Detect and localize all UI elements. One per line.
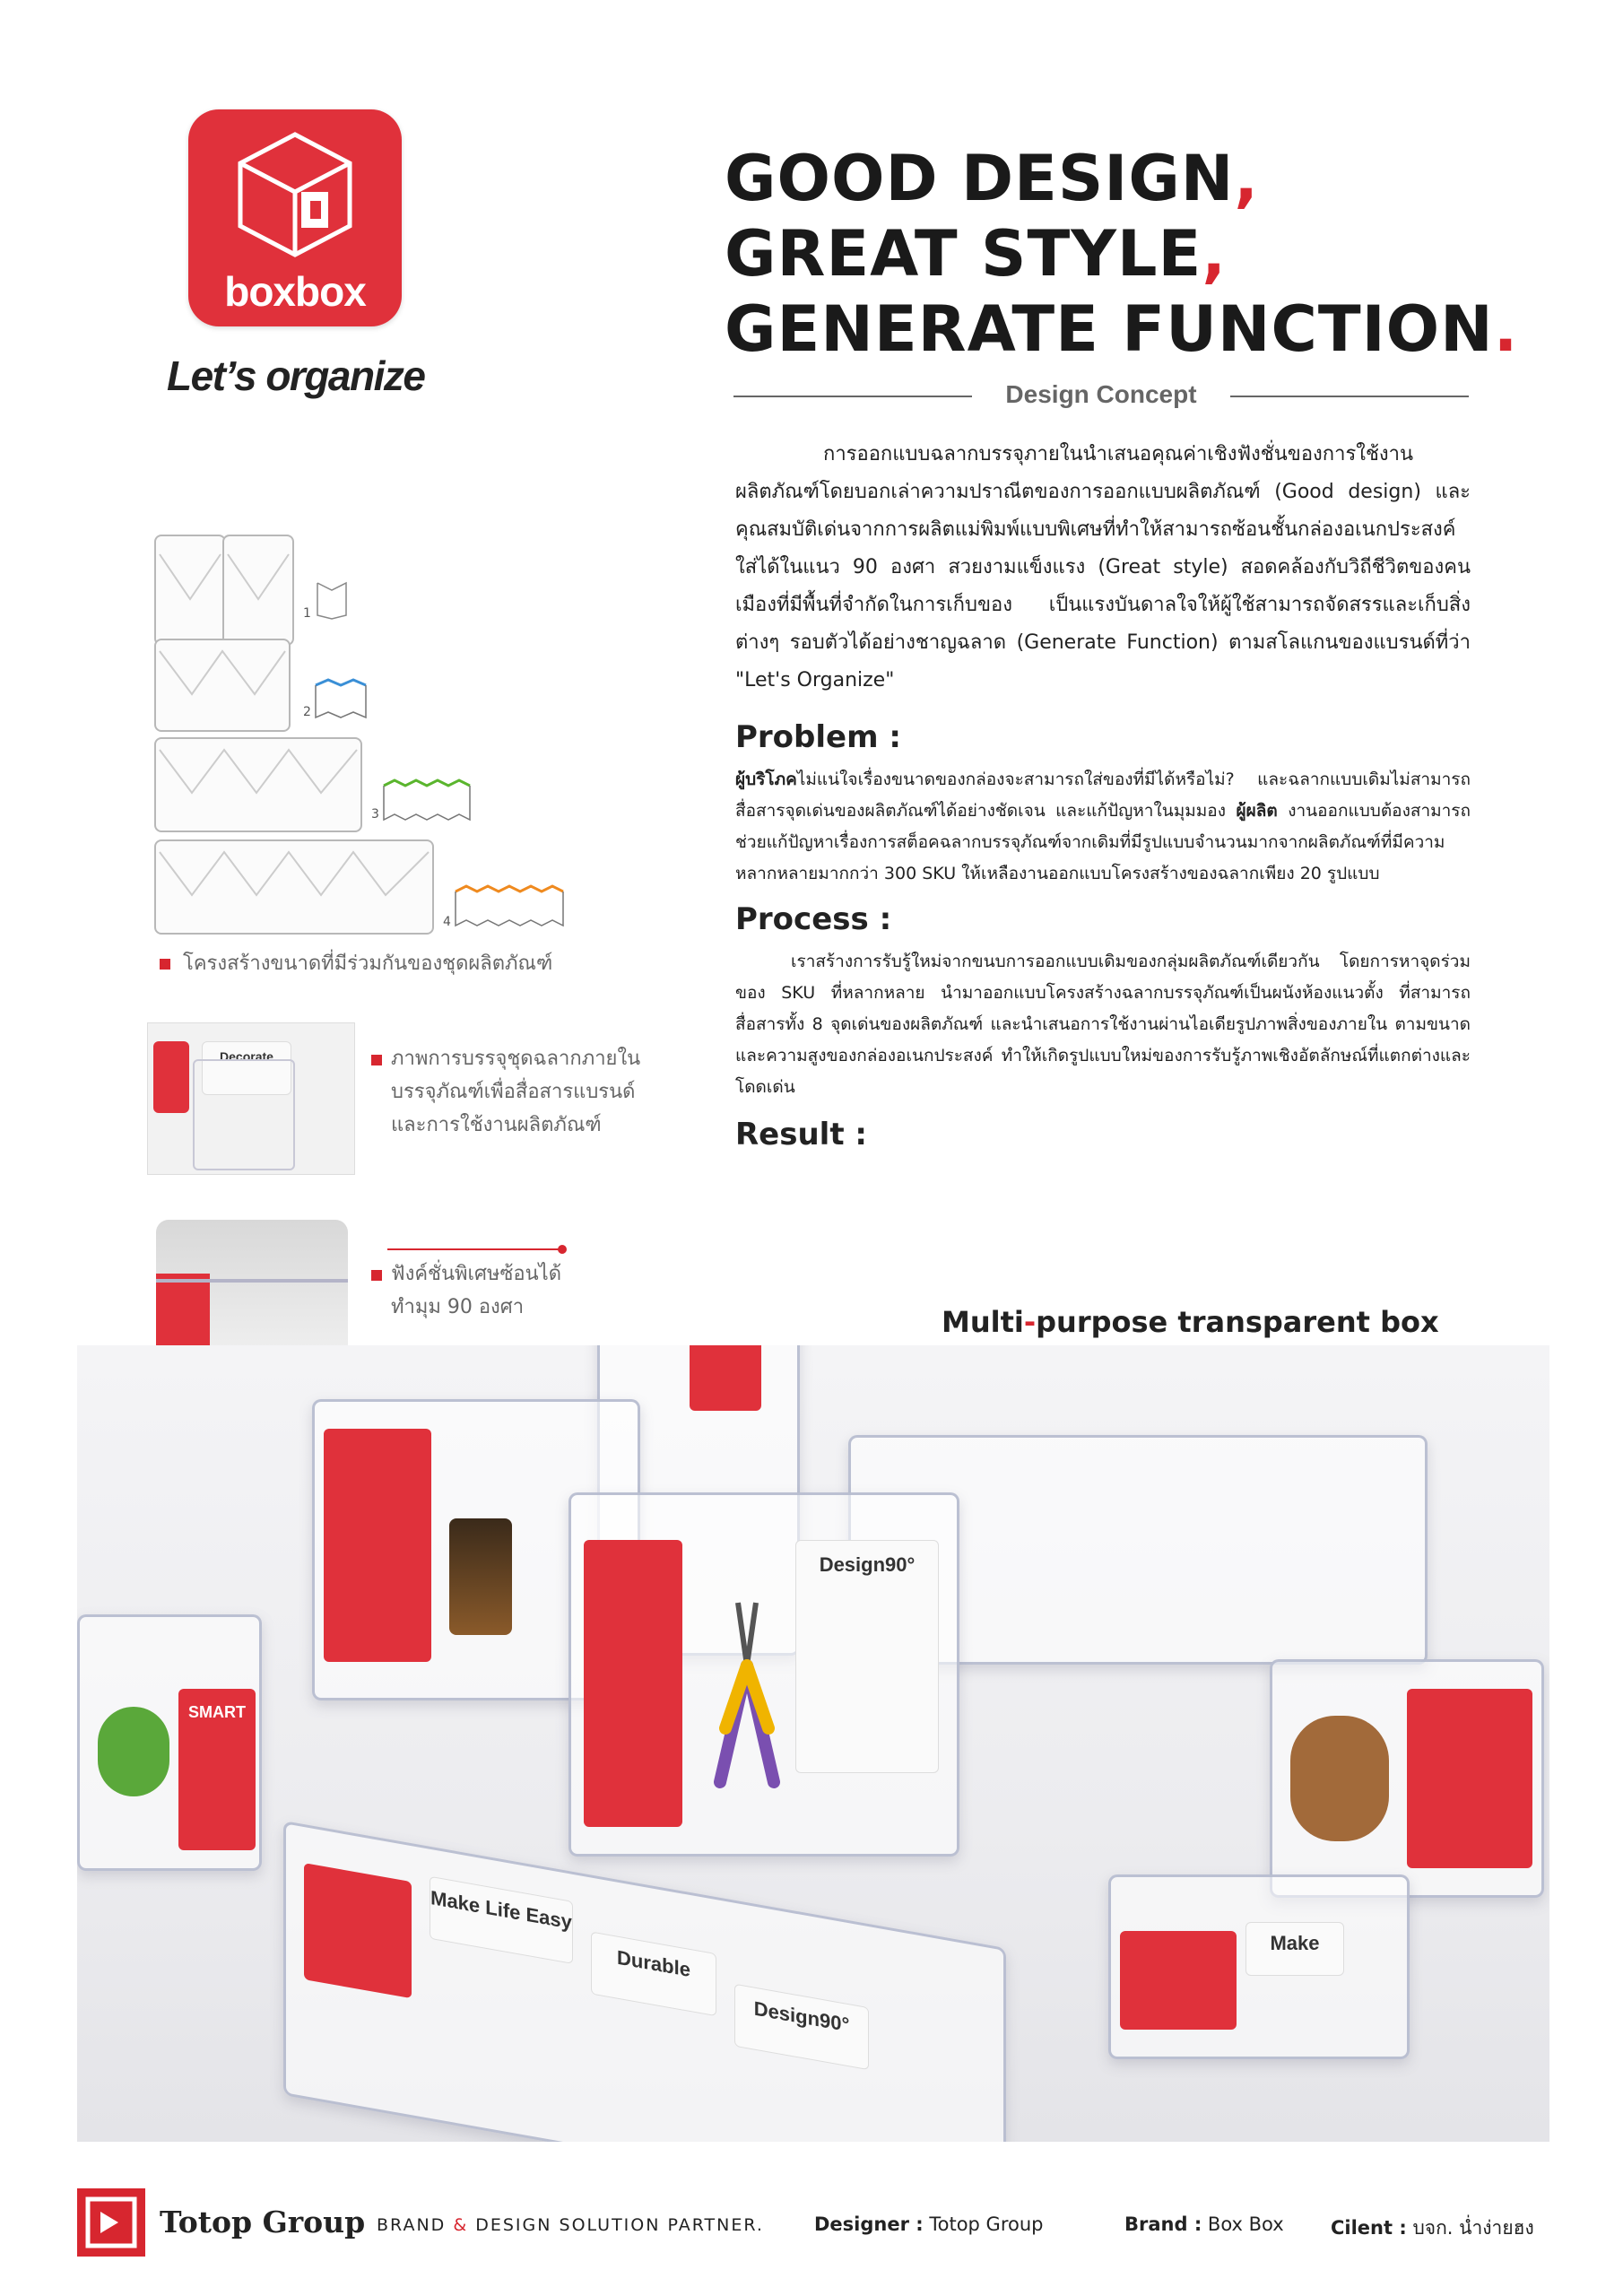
caption-bullet-2 (371, 1055, 382, 1065)
box-right (1270, 1659, 1544, 1898)
photo-label: Multi-purpose transparent box (942, 1305, 1439, 1339)
box-top-left-card (324, 1429, 431, 1662)
stacking-seam (156, 1279, 348, 1283)
totop-logo-icon (77, 2188, 145, 2257)
frog-toy (98, 1707, 169, 1796)
packaging-card-decorate: Decorate (202, 1041, 291, 1095)
dieline-4 (154, 839, 434, 935)
result-heading: Result : (735, 1117, 868, 1152)
packaging-card-red (153, 1041, 189, 1113)
logo-wordmark: boxbox (224, 268, 366, 315)
packaging-photo (147, 1022, 355, 1175)
footer-client: Cilent : บจก. น่ำง่ายฮง (1331, 2217, 1534, 2239)
headline-line-1: GOOD DESIGN, (725, 142, 1259, 215)
dieline-number-2: 2 (303, 705, 311, 719)
caption-bullet-1 (160, 959, 170, 970)
divider-right (1230, 396, 1469, 397)
card-design90: Design90° (795, 1540, 939, 1773)
stacking-photo (156, 1220, 348, 1360)
fold-3-icon (382, 777, 472, 823)
box-center-card (584, 1540, 682, 1827)
box-icon (231, 129, 359, 264)
card-make-life-easy: Make Life Easy (430, 1876, 573, 1964)
brand-logo (188, 109, 402, 326)
box-center (568, 1492, 959, 1857)
caption-structure: โครงสร้างขนาดที่มีร่วมกันของชุดผลิตภัณฑ์ (183, 952, 553, 975)
box-right-card (1407, 1689, 1532, 1868)
footer-partner: BRAND & DESIGN SOLUTION PARTNER. (377, 2215, 764, 2235)
teddy-bear (1290, 1716, 1389, 1841)
stacking-pointer-line (387, 1248, 563, 1250)
caption-packaging: ภาพการบรรจุชุดฉลากภายใน บรรจุภัณฑ์เพื่อสื่อสารแบรนด์ และการใช้งานผลิตภัณฑ์ (391, 1048, 641, 1136)
footer-brand-credit: Brand : Box Box (1124, 2213, 1284, 2235)
fold-2-icon (314, 676, 371, 721)
front-card-red (304, 1863, 412, 1998)
problem-heading: Problem : (735, 719, 901, 755)
dieline-number-4: 4 (443, 915, 451, 929)
caption-stacking: ฟังค์ชั่นพิเศษซ้อนได้ ทำมุม 90 องศา (391, 1263, 562, 1318)
box-front-long (283, 1821, 1006, 2142)
pliers-icon (702, 1594, 792, 1791)
headline-line-3: GENERATE FUNCTION. (725, 292, 1519, 366)
brand-tagline: Let’s organize (167, 352, 425, 399)
footer-company: Totop Group (160, 2205, 366, 2239)
dieline-2 (154, 639, 291, 732)
section-label-design-concept: Design Concept (1005, 380, 1197, 408)
card-make: Make (1245, 1922, 1344, 1976)
footer-designer: Designer : Totop Group (814, 2213, 1044, 2235)
perfume-bottle (449, 1518, 512, 1635)
dieline-number-3: 3 (371, 807, 379, 822)
box-small-front-card (1120, 1931, 1237, 2030)
fold-1-icon (316, 579, 348, 621)
stacking-pointer-dot (558, 1245, 567, 1254)
caption-bullet-3 (371, 1270, 382, 1281)
dieline-1b (222, 535, 294, 646)
dieline-1a (154, 535, 226, 646)
problem-paragraph: ผู้บริโภคไม่แน่ใจเรื่องขนาดของกล่องจะสามารถใส่ของที่มีได้หรือไม่? และฉลากแบบเดิมไม่สามารถสื่อสารจุดเด่นของผลิตภัณฑ์ได้อย่างชัดเจน และแก้ปัญหาในมุมมอง ผู้ผลิต งานออกแบบต้องสามารถช่วยแก้ปัญหาเรื่องการสต็อคฉลากบรรจุภัณฑ์จากเดิมที่มีรูปแบบจำนวนมากจากผลิตภัณฑ์ที่มีความหลากหลายมากกว่า 300 SKU ให้เหลืองานออกแบบโครงสร้างของฉลากเพียง 20 รูปแบบ (735, 770, 1471, 883)
headline-line-2: GREAT STYLE, (725, 217, 1227, 291)
fold-4-icon (454, 883, 568, 929)
totop-logo (77, 2188, 145, 2257)
dieline-number-1: 1 (303, 606, 311, 621)
process-heading: Process : (735, 901, 892, 937)
card-smart: SMART (178, 1689, 256, 1850)
card-durable: Durable (591, 1931, 716, 2016)
box-small-front (1108, 1874, 1410, 2059)
process-paragraph: เราสร้างการรับรู้ใหม่จากขนบการออกแบบเดิมของกลุ่มผลิตภัณฑ์เดียวกัน โดยการหาจุดร่วมของ SKU ที่หลากหลาย นำมาออกแบบโครงสร้างฉลากบรรจุภัณฑ์เป็นผนังห้องแนวตั้ง ที่สามารถสื่อสารทั้ง 8 จุดเด่นของผลิตภัณฑ์ และนำเสนอการใช้งานผ่านไอเดียรูปภาพสิ่งของภายใน ตามขนาดและความสูงของกล่องอเนกประสงค์ ทำให้เกิดรูปแบบใหม่ของการรับรู้ภาพเชิงอัตลักษณ์ที่แตกต่างและโดดเด่น (735, 952, 1471, 1097)
dieline-3 (154, 737, 362, 832)
box-left (77, 1614, 262, 1871)
tall-box-card (690, 1345, 761, 1411)
concept-paragraph: การออกแบบฉลากบรรจุภายในนำเสนอคุณค่าเชิงฟังชั่นของการใช้งานผลิตภัณฑ์โดยบอกเล่าความปราณีตของการออกแบบผลิตภัณฑ์ (Good design) และคุณสมบัติเด่นจากการผลิตแม่พิมพ์แบบพิเศษที่ทำให้สามารถซ้อนชั้นกล่องอเนกประสงค์ใส่ได้ในแนว 90 องศา สวยงามแข็งแรง (Great style) สอดคล้องกับวิถีชีวิตของคนเมืองที่มีพื้นที่จำกัดในการเก็บของ เป็นแรงบันดาลใจให้ผู้ใช้สามารถจัดสรรและเก็บสิ่งต่างๆ รอบตัวได้อย่างชาญฉลาด (Generate Function) ตามสโลแกนของแบรนด์ที่ว่า "Let's Organize" (735, 443, 1471, 691)
packaging-box-outline (193, 1059, 295, 1170)
card-design90-b: Design90° (734, 1984, 869, 2070)
product-photo (77, 1345, 1549, 2142)
divider-left (733, 396, 972, 397)
